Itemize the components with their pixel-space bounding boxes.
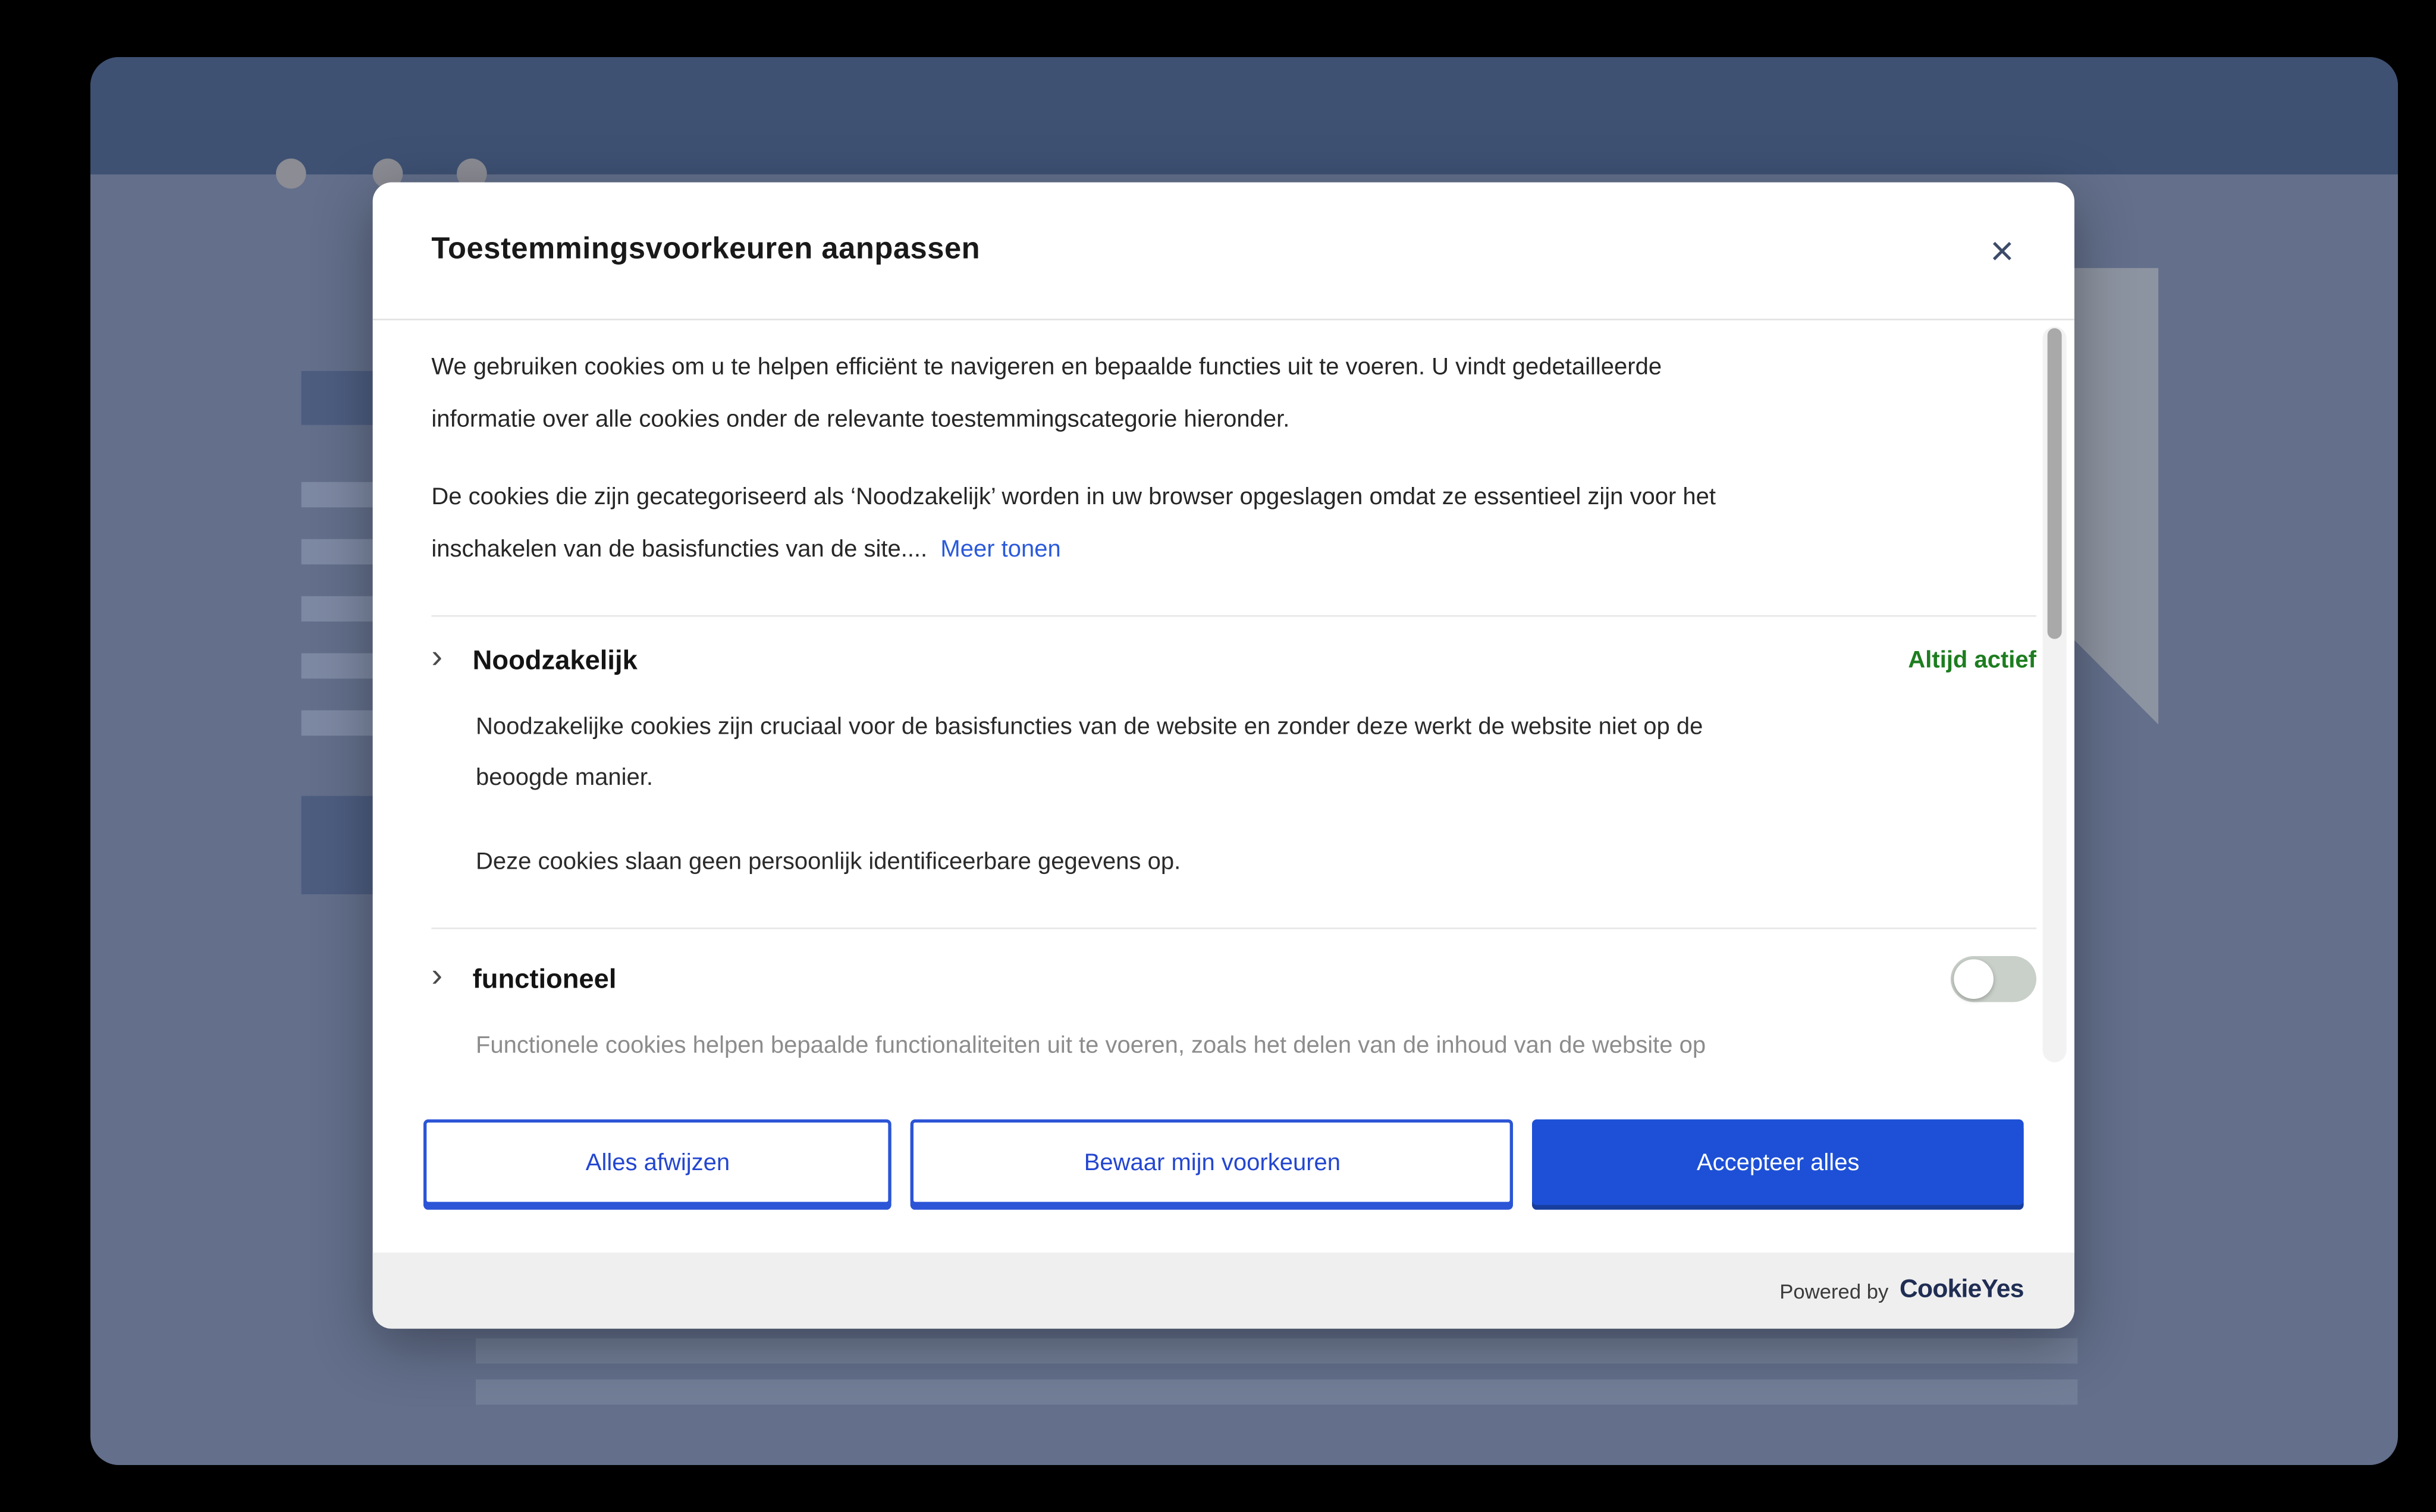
accept-all-button[interactable]: Accepteer alles: [1533, 1120, 2024, 1205]
section-divider: [431, 928, 2036, 929]
placeholder-line: [476, 1338, 2077, 1364]
window-control-dot[interactable]: [276, 159, 306, 189]
dialog-body: [373, 341, 2074, 1059]
intro-paragraph: [431, 341, 2036, 445]
chevron-right-icon: ›: [431, 639, 443, 676]
window-titlebar: [90, 57, 2398, 174]
close-icon[interactable]: ×: [1990, 227, 2014, 275]
category-note-line: [431, 523, 2036, 576]
functional-description-partial: Functionele cookies helpen bepaalde functionaliteiten uit te voeren, zoals het delen van de inhoud van de website op: [476, 1032, 1706, 1060]
necessary-description: [476, 702, 2036, 804]
section-title: Noodzakelijk: [472, 645, 638, 675]
dialog-footer: [373, 1253, 2074, 1329]
show-more-link[interactable]: Meer tonen: [940, 536, 1061, 563]
necessary-note: Deze cookies slaan geen persoonlijk identificeerbare gegevens op.: [476, 848, 1181, 876]
reject-all-button[interactable]: Alles afwijzen: [423, 1120, 892, 1205]
toggle-knob: [1954, 959, 1994, 999]
functional-toggle[interactable]: [1951, 956, 2036, 1002]
section-header-functional[interactable]: [431, 956, 2036, 1002]
intro-line: informatie over alle cookies onder de relevante toestemmingscategorie hieronder.: [431, 405, 1290, 433]
chevron-right-icon: ›: [431, 957, 443, 995]
placeholder-banner: [2074, 268, 2158, 725]
status-badge: Altijd actief: [1908, 647, 2037, 674]
category-note-paragraph: [431, 471, 2036, 576]
scrollbar-track[interactable]: [2043, 326, 2067, 1062]
section-header-necessary[interactable]: [431, 639, 2037, 677]
dialog-title: Toestemmingsvoorkeuren aanpassen: [431, 233, 981, 267]
description-line: Noodzakelijke cookies zijn cruciaal voor de basisfuncties van de website en zonder deze werkt de website niet op de: [476, 713, 1703, 741]
category-note-text: inschakelen van de basisfuncties van de site....: [431, 536, 928, 563]
dialog-scroll-area: [373, 320, 2074, 1072]
save-preferences-button[interactable]: Bewaar mijn voorkeuren: [911, 1120, 1514, 1205]
scrollbar-thumb[interactable]: [2048, 328, 2062, 639]
dialog-header: [373, 183, 2074, 320]
section-title: functioneel: [472, 963, 617, 994]
category-note-line: De cookies die zijn gecategoriseerd als ‘Noodzakelijk’ worden in uw browser opgeslagen omdat ze essentieel zijn voor het: [431, 483, 1716, 511]
placeholder-line: [476, 1379, 2077, 1405]
cookie-consent-dialog: [373, 183, 2074, 1329]
description-line: beoogde manier.: [476, 764, 654, 791]
dialog-actions: [373, 1120, 2074, 1205]
section-divider: [431, 615, 2036, 617]
toggle-wrapper: [1951, 956, 2036, 1002]
intro-line: We gebruiken cookies om u te helpen efficiënt te navigeren en bepaalde functies uit te voeren. U vindt gedetailleerde: [431, 353, 1662, 381]
powered-by-label: Powered by: [1779, 1278, 1889, 1303]
cookieyes-logo[interactable]: CookieYes: [1900, 1276, 2024, 1304]
